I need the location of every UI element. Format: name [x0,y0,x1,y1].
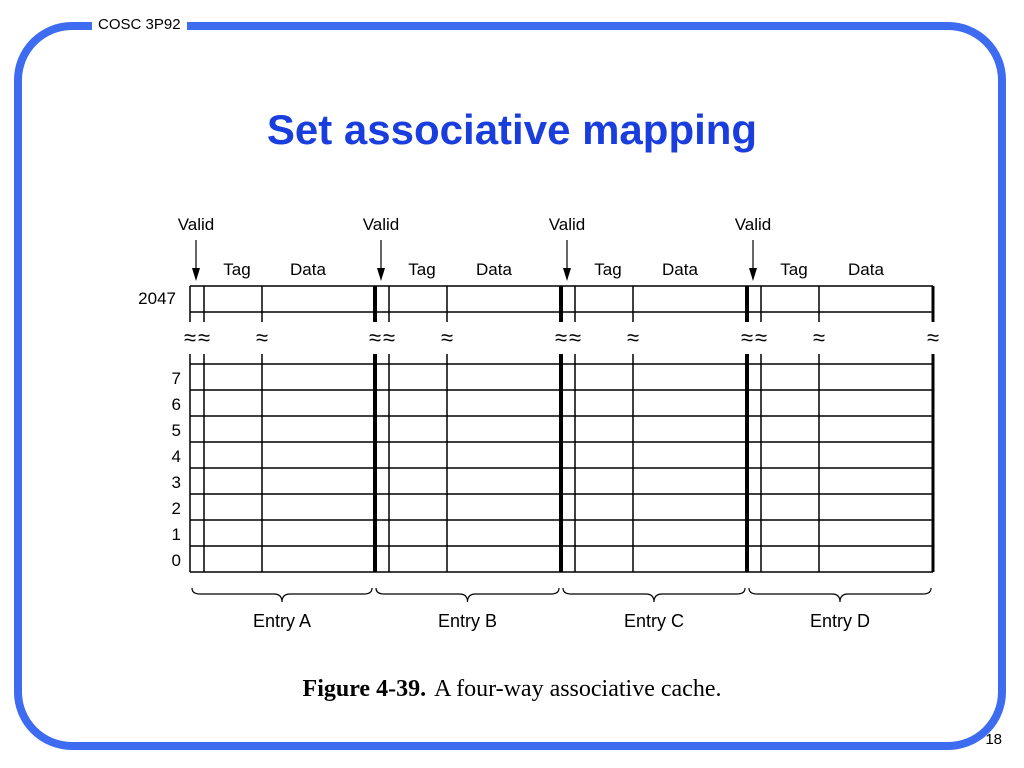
valid-header: Valid [362,215,400,234]
entry-brace [376,588,559,602]
break-mark: ≈ [926,325,940,350]
row-label: 1 [171,525,181,544]
tag-header: Tag [408,260,436,279]
entry-brace [749,588,931,602]
page-number: 18 [985,731,1002,748]
row-label: 7 [171,369,181,388]
valid-arrow-head [192,268,200,281]
row-label: 2 [171,499,181,518]
break-mark: ≈ [382,325,396,350]
row-label: 3 [171,473,181,492]
break-mark: ≈ [368,325,382,350]
break-mark: ≈ [812,325,826,350]
entry-label: Entry A [252,611,312,631]
tag-header: Tag [223,260,251,279]
tag-header: Tag [780,260,808,279]
figure-caption [0,676,1024,703]
row-label: 5 [171,421,181,440]
data-header: Data [476,260,512,279]
valid-header: Valid [548,215,586,234]
tag-header: Tag [594,260,622,279]
row-label: 0 [171,551,181,570]
break-mark: ≈ [255,325,269,350]
break-mark: ≈ [740,325,754,350]
break-mark: ≈ [754,325,768,350]
break-mark: ≈ [197,325,211,350]
row-label-2047: 2047 [138,289,176,308]
valid-header: Valid [177,215,215,234]
entry-label: Entry D [809,611,871,631]
break-mark: ≈ [440,325,454,350]
figure-number: Figure 4-39. [302,676,427,702]
slide-title: Set associative mapping [266,106,758,153]
break-mark: ≈ [568,325,582,350]
break-mark: ≈ [183,325,197,350]
break-mark: ≈ [554,325,568,350]
data-header: Data [848,260,884,279]
valid-arrow-head [563,268,571,281]
data-header: Data [290,260,326,279]
data-header: Data [662,260,698,279]
valid-arrow-head [749,268,757,281]
break-mark: ≈ [626,325,640,350]
valid-arrow-head [377,268,385,281]
row-label: 4 [171,447,181,466]
course-label: COSC 3P92 [92,16,187,34]
entry-label: Entry B [437,611,498,631]
figure-caption-text: A four-way associative cache. [434,676,722,702]
row-label: 6 [171,395,181,414]
valid-header: Valid [734,215,772,234]
entry-label: Entry C [623,611,685,631]
entry-brace [563,588,745,602]
entry-brace [192,588,372,602]
